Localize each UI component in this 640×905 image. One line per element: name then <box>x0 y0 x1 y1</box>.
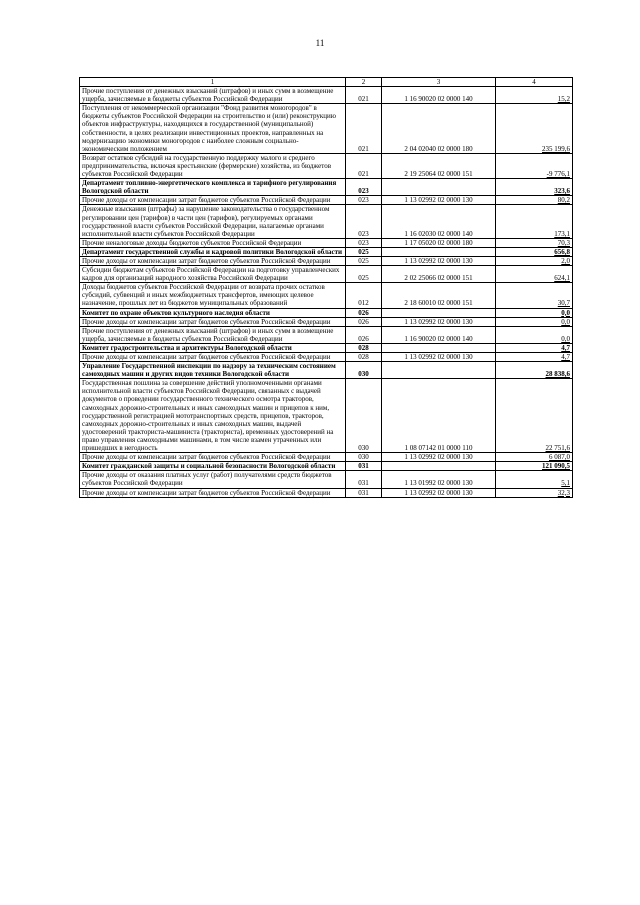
row-admin-code: 012 <box>346 283 382 308</box>
row-description: Денежные взыскания (штрафы) за нарушение законодательства о государственном регулировании цен (тарифов) в части цен (тарифов), регулируемых органами государственной власти субъектов Российской Федерации, налагаемые органами исполнительной власти субъектов Российской Федерации <box>80 205 346 238</box>
row-amount: 28 838,6 <box>496 362 573 379</box>
row-description: Прочие доходы от компенсации затрат бюджетов субъектов Российской Федерации <box>80 488 346 497</box>
row-description: Прочие доходы от компенсации затрат бюджетов субъектов Российской Федерации <box>80 196 346 205</box>
row-amount: 323,6 <box>496 179 573 196</box>
row-amount: 22 751,6 <box>496 379 573 453</box>
row-admin-code: 023 <box>346 179 382 196</box>
column-number-3: 3 <box>382 78 496 87</box>
column-number-1: 1 <box>80 78 346 87</box>
row-amount: 80,2 <box>496 196 573 205</box>
row-admin-code: 023 <box>346 196 382 205</box>
row-description: Прочие поступления от денежных взысканий (штрафов) и иных сумм в возмещение ущерба, зачисляемые в бюджеты субъектов Российской Федерации <box>80 326 346 343</box>
table-row <box>80 471 573 488</box>
row-admin-code: 026 <box>346 308 382 317</box>
table-row <box>80 317 573 326</box>
department-row <box>80 247 573 256</box>
row-budget-code: 1 13 02992 02 0000 130 <box>382 317 496 326</box>
table-row <box>80 453 573 462</box>
row-admin-code: 023 <box>346 238 382 247</box>
table-header-row <box>80 78 573 87</box>
row-amount: 656,8 <box>496 247 573 256</box>
row-budget-code: 1 16 90020 02 0000 140 <box>382 87 496 104</box>
row-description: Возврат остатков субсидий на государственную поддержку малого и среднего предпринимательства, включая крестьянские (фермерские) хозяйства, из бюджетов субъектов Российской Федерации <box>80 153 346 178</box>
row-budget-code: 1 08 07142 01 0000 110 <box>382 379 496 453</box>
department-row <box>80 179 573 196</box>
row-budget-code: 2 18 60010 02 0000 151 <box>382 283 496 308</box>
row-amount: 0,0 <box>496 326 573 343</box>
row-amount: 2,0 <box>496 256 573 265</box>
table-row <box>80 87 573 104</box>
row-amount: -9 776,1 <box>496 153 573 178</box>
row-amount: 121 090,5 <box>496 462 573 471</box>
row-admin-code: 031 <box>346 488 382 497</box>
row-admin-code: 023 <box>346 205 382 238</box>
row-description: Управление Государственной инспекции по надзору за техническим состоянием самоходных машин и других видов техники Вологодской области <box>80 362 346 379</box>
row-description: Комитет градостроительства и архитектуры Вологодской области <box>80 343 346 352</box>
row-amount: 235 199,6 <box>496 104 573 154</box>
row-description: Субсидии бюджетам субъектов Российской Федерации на подготовку управленческих кадров для организаций народного хозяйства Российской Федерации <box>80 266 346 283</box>
column-number-2: 2 <box>346 78 382 87</box>
row-amount: 70,3 <box>496 238 573 247</box>
row-admin-code: 026 <box>346 326 382 343</box>
row-admin-code: 025 <box>346 247 382 256</box>
row-admin-code: 021 <box>346 153 382 178</box>
row-budget-code <box>382 308 496 317</box>
row-budget-code <box>382 179 496 196</box>
table-row <box>80 104 573 154</box>
row-amount: 30,7 <box>496 283 573 308</box>
page-number: 11 <box>315 38 325 48</box>
table-row <box>80 266 573 283</box>
row-amount: 15,2 <box>496 87 573 104</box>
row-amount: 6 087,0 <box>496 453 573 462</box>
row-budget-code <box>382 343 496 352</box>
table-row <box>80 153 573 178</box>
row-admin-code: 026 <box>346 317 382 326</box>
table-row <box>80 196 573 205</box>
department-row <box>80 362 573 379</box>
row-description: Прочие доходы от компенсации затрат бюджетов субъектов Российской Федерации <box>80 256 346 265</box>
row-description: Комитет по охране объектов культурного наследия области <box>80 308 346 317</box>
row-amount: 624,1 <box>496 266 573 283</box>
row-budget-code: 1 16 90020 02 0000 140 <box>382 326 496 343</box>
row-amount: 0,0 <box>496 317 573 326</box>
department-row <box>80 462 573 471</box>
table-row <box>80 205 573 238</box>
table-row <box>80 379 573 453</box>
row-description: Прочие неналоговые доходы бюджетов субъектов Российской Федерации <box>80 238 346 247</box>
row-description: Государственная пошлина за совершение действий уполномоченными органами исполнительной власти субъектов Российской Федерации, связанных с выдачей документов о проведении государственного технического осмотра тракторов, самоходных дорожно-строительных и иных самоходных машин и прицепов к ним, государственной регистрацией мототранспортных средств, прицепов, тракторов, самоходных дорожно-строительных и иных самоходных машин, выдачей удостоверений тракториста-машиниста (тракториста), временных удостоверений на право управления самоходными машинами, в том числе взамен утраченных или пришедших в негодность <box>80 379 346 453</box>
row-admin-code: 028 <box>346 343 382 352</box>
column-number-4: 4 <box>496 78 573 87</box>
row-budget-code: 1 16 02030 02 0000 140 <box>382 205 496 238</box>
department-row <box>80 343 573 352</box>
row-amount: 0,0 <box>496 308 573 317</box>
row-description: Департамент государственной службы и кадровой политики Вологодской области <box>80 247 346 256</box>
row-description: Прочие поступления от денежных взысканий (штрафов) и иных сумм в возмещение ущерба, зачисляемые в бюджеты субъектов Российской Федерации <box>80 87 346 104</box>
row-admin-code: 030 <box>346 362 382 379</box>
row-admin-code: 030 <box>346 379 382 453</box>
row-budget-code: 1 13 02992 02 0000 130 <box>382 453 496 462</box>
table-body <box>80 78 573 498</box>
row-description: Доходы бюджетов субъектов Российской Федерации от возврата прочих остатков субсидий, субвенций и иных межбюджетных трансфертов, имеющих целевое назначение, прошлых лет из бюджетов муниципальных образований <box>80 283 346 308</box>
row-description: Прочие доходы от компенсации затрат бюджетов субъектов Российской Федерации <box>80 317 346 326</box>
row-description: Комитет гражданской защиты и социальной безопасности Вологодской области <box>80 462 346 471</box>
row-budget-code: 1 13 02992 02 0000 130 <box>382 488 496 497</box>
table-row <box>80 283 573 308</box>
table-row <box>80 238 573 247</box>
department-row <box>80 308 573 317</box>
row-admin-code: 031 <box>346 471 382 488</box>
row-admin-code: 021 <box>346 104 382 154</box>
row-budget-code: 2 19 25064 02 0000 151 <box>382 153 496 178</box>
row-description: Прочие доходы от компенсации затрат бюджетов субъектов Российской Федерации <box>80 453 346 462</box>
row-budget-code: 1 13 01992 02 0000 130 <box>382 471 496 488</box>
row-budget-code <box>382 362 496 379</box>
row-admin-code: 031 <box>346 462 382 471</box>
row-description: Поступления от некоммерческой организации "Фонд развития моногородов" в бюджеты субъектов Российской Федерации на строительство и (или) реконструкцию объектов инфраструктуры, находящихся в государственной (муниципальной) собственности, в целях реализации инвестиционных проектов, направленных на модернизацию экономики моногородов с наиболее сложным социально-экономическим положением <box>80 104 346 154</box>
row-admin-code: 028 <box>346 353 382 362</box>
row-amount: 173,1 <box>496 205 573 238</box>
table-row <box>80 256 573 265</box>
row-admin-code: 025 <box>346 256 382 265</box>
row-admin-code: 021 <box>346 87 382 104</box>
row-budget-code: 1 13 02992 02 0000 130 <box>382 256 496 265</box>
row-budget-code: 2 04 02040 02 0000 180 <box>382 104 496 154</box>
table-row <box>80 326 573 343</box>
row-admin-code: 030 <box>346 453 382 462</box>
row-budget-code: 1 13 02992 02 0000 130 <box>382 196 496 205</box>
row-description: Департамент топливно-энергетического комплекса и тарифного регулирования Вологодской области <box>80 179 346 196</box>
row-description: Прочие доходы от компенсации затрат бюджетов субъектов Российской Федерации <box>80 353 346 362</box>
row-amount: 4,7 <box>496 343 573 352</box>
row-budget-code: 2 02 25066 02 0000 151 <box>382 266 496 283</box>
row-budget-code <box>382 247 496 256</box>
table-row <box>80 353 573 362</box>
row-description: Прочие доходы от оказания платных услуг (работ) получателями средств бюджетов субъектов Российской Федерации <box>80 471 346 488</box>
row-amount: 4,7 <box>496 353 573 362</box>
row-admin-code: 025 <box>346 266 382 283</box>
row-amount: 32,3 <box>496 488 573 497</box>
row-budget-code: 1 13 02992 02 0000 130 <box>382 353 496 362</box>
budget-revenue-table <box>79 77 573 498</box>
row-budget-code <box>382 462 496 471</box>
row-budget-code: 1 17 05020 02 0000 180 <box>382 238 496 247</box>
table-row <box>80 488 573 497</box>
row-amount: 5,1 <box>496 471 573 488</box>
